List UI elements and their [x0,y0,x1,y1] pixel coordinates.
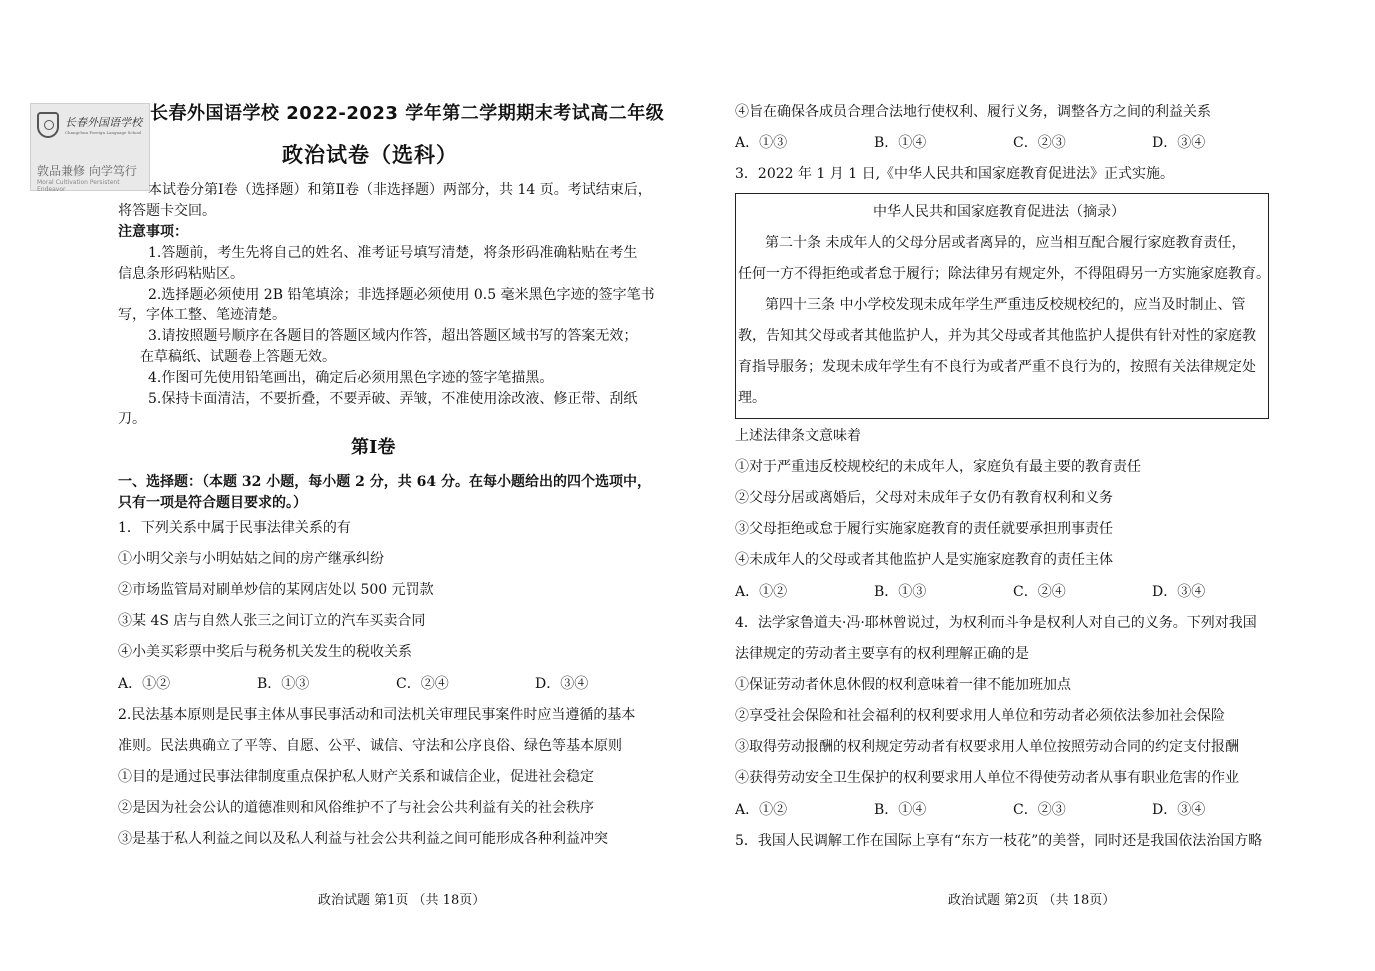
intro-line: 将答题卡交回。 [118,203,216,219]
logo-motto: 敦品兼修 向学笃行 [37,164,137,178]
intro-line: 本试卷分第Ⅰ卷（选择题）和第Ⅱ卷（非选择题）两部分，共 14 页。考试结束后， [148,182,652,198]
option-d: D．③④ [1152,802,1206,818]
statement: ④旨在确保各成员合理合法地行使权利、履行义务，调整各方之间的利益关系 [735,104,1211,120]
volume-heading: 第Ⅰ卷 [351,437,396,458]
logo-motto-en: Moral Cultivation Persistent Endeavor [37,179,120,193]
section-instruction: 一、选择题：（本题 32 小题，每小题 2 分，共 64 分。在每小题给出的四个选项中， [118,474,651,490]
excerpt-line: 第二十条 未成年人的父母分居或者离异的，应当相互配合履行家庭教育责任， [765,235,1246,251]
excerpt-line: 育指导服务；发现未成年学生有不良行为或者严重不良行为的，按照有关法律规定处 [738,359,1256,375]
statement: ④未成年人的父母或者其他监护人是实施家庭教育的责任主体 [735,552,1113,568]
logo-subtitle: Changchun Foreign Language School [65,130,142,135]
notice-item: 3.请按照题号顺序在各题目的答题区域内作答，超出答题区域书写的答案无效； [148,328,638,344]
statement: ②市场监管局对刷单炒信的某网店处以 500 元罚款 [118,582,434,598]
option-a: A．①② [735,802,788,818]
logo-script: 长春外国语学校 [65,116,142,129]
option-d: D．③④ [1152,135,1206,151]
statement: ①小明父亲与小明姑姑之间的房产继承纠纷 [118,551,384,567]
notice-item: 在草稿纸、试题卷上答题无效。 [140,349,336,365]
notice-item: 1.答题前，考生先将自己的姓名、准考证号填写清楚，将条形码准确粘贴在考生 [148,245,638,261]
option-a: A．①③ [735,135,788,151]
statement: ①保证劳动者休息休假的权利意味着一律不能加班加点 [735,677,1071,693]
option-c: C．②③ [1013,802,1066,818]
option-d: D．③④ [1152,584,1206,600]
statement: ②父母分居或离婚后，父母对未成年子女仍有教育权利和义务 [735,490,1113,506]
statement: ③取得劳动报酬的权利规定劳动者有权要求用人单位按照劳动合同的约定支付报酬 [735,739,1239,755]
answer-options [118,675,674,693]
answer-options [735,134,1291,152]
school-title: 长春外国语学校 2022-2023 学年第二学期期末考试高二年级 [150,103,665,124]
notice-item: 刀。 [118,411,146,427]
notice-item: 5.保持卡面清洁，不要折叠，不要弄破、弄皱，不准使用涂改液、修正带、刮纸 [148,391,638,407]
excerpt-line: 第四十三条 中小学校发现未成年学生严重违反校规校纪的，应当及时制止、管 [765,297,1246,313]
page-footer-right: 政治试题 第2页 （共 18页） [948,893,1116,908]
statement: ③父母拒绝或怠于履行实施家庭教育的责任就要承担刑事责任 [735,521,1113,537]
statement: ③是基于私人利益之间以及私人利益与社会公共利益之间可能形成各种利益冲突 [118,831,608,847]
question-stem: 5．我国人民调解工作在国际上享有“东方一枝花”的美誉，同时还是我国依法治国方略 [735,833,1263,849]
question-stem: 3．2022 年 1 月 1 日,《中华人民共和国家庭教育促进法》正式实施。 [735,166,1175,182]
statement: ④获得劳动安全卫生保护的权利要求用人单位不得使劳动者从事有职业危害的作业 [735,770,1239,786]
excerpt-line: 理。 [738,390,766,406]
question-stem: 1．下列关系中属于民事法律关系的有 [118,520,351,536]
notice-title: 注意事项： [118,224,188,240]
excerpt-line: 教，告知其父母或者其他监护人，并为其父母或者其他监护人提供有针对性的家庭教 [738,328,1256,344]
notice-item: 4.作图可先使用铅笔画出，确定后必须用黑色字迹的签字笔描黑。 [148,370,554,386]
option-a: A．①② [735,584,788,600]
option-b: B．①④ [874,135,927,151]
statement: ②享受社会保险和社会福利的权利要求用人单位和劳动者必须依法参加社会保险 [735,708,1225,724]
excerpt-title: 中华人民共和国家庭教育促进法（摘录） [873,204,1125,220]
paper-title: 政治试卷（选科） [282,143,458,167]
page-footer-left: 政治试题 第1页 （共 18页） [318,893,486,908]
question-stem: 2.民法基本原则是民事主体从事民事活动和司法机关审理民事案件时应当遵循的基本 [118,707,636,723]
question-stem: 上述法律条文意味着 [735,428,861,444]
option-c: C．②④ [1013,584,1066,600]
statement: ①对于严重违反校规校纪的未成年人，家庭负有最主要的教育责任 [735,459,1141,475]
statement: ④小美买彩票中奖后与税务机关发生的税收关系 [118,644,412,660]
option-b: B．①③ [257,676,310,692]
option-c: C．②④ [396,676,449,692]
school-emblem-icon [37,112,59,138]
option-d: D．③④ [535,676,589,692]
notice-item: 信息条形码粘贴区。 [118,266,244,282]
answer-options [735,801,1291,819]
question-stem: 4．法学家鲁道夫·冯·耶林曾说过，为权利而斗争是权利人对自己的义务。下列对我国 [735,615,1257,631]
notice-item: 写，字体工整、笔迹清楚。 [118,307,286,323]
option-b: B．①③ [874,584,927,600]
notice-item: 2.选择题必须使用 2B 铅笔填涂；非选择题必须使用 0.5 毫米黑色字迹的签字笔书 [148,287,655,303]
excerpt-line: 任何一方不得拒绝或者怠于履行；除法律另有规定外，不得阻碍另一方实施家庭教育。 [738,266,1270,282]
statement: ②是因为社会公认的道德准则和风俗维护不了与社会公共利益有关的社会秩序 [118,800,594,816]
option-c: C．②③ [1013,135,1066,151]
school-logo [30,103,150,191]
question-stem: 准则。民法典确立了平等、自愿、公平、诚信、守法和公序良俗、绿色等基本原则 [118,738,622,754]
section-instruction: 只有一项是符合题目要求的。） [118,495,307,511]
statement: ①目的是通过民事法律制度重点保护私人财产关系和诚信企业，促进社会稳定 [118,769,594,785]
question-stem: 法律规定的劳动者主要享有的权利理解正确的是 [735,646,1029,662]
option-a: A．①② [118,676,171,692]
statement: ③某 4S 店与自然人张三之间订立的汽车买卖合同 [118,613,426,629]
option-b: B．①④ [874,802,927,818]
answer-options [735,583,1291,601]
